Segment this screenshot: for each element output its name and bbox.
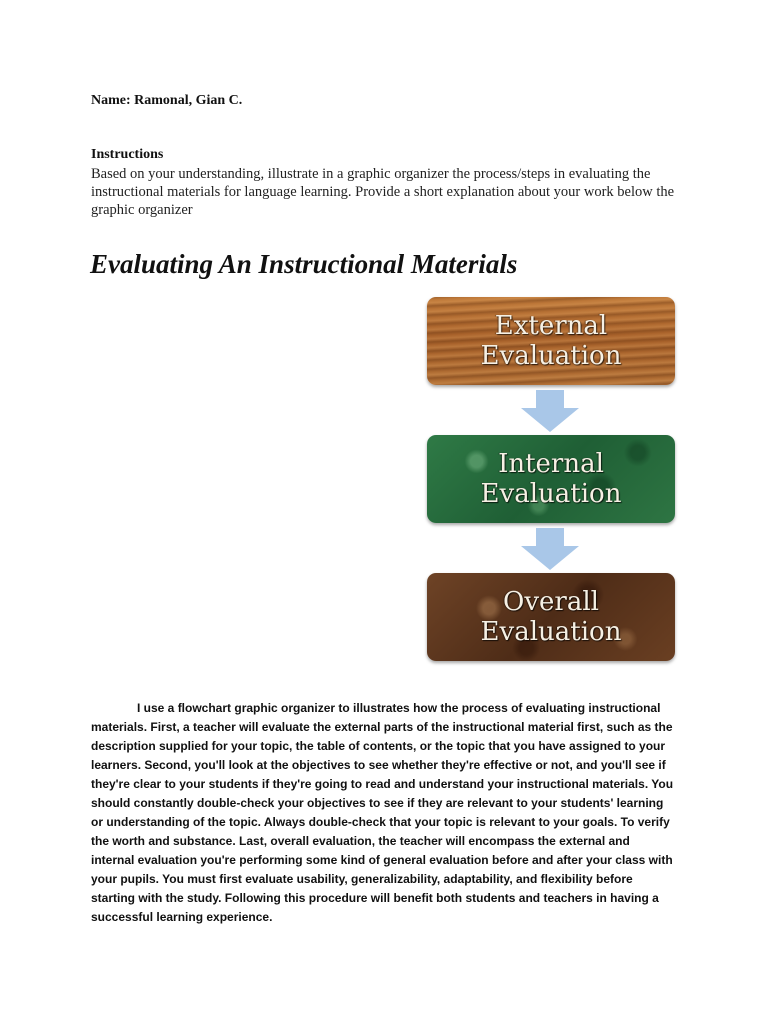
flowchart-step-external-evaluation: [427, 297, 675, 385]
explanation-paragraph: [91, 699, 676, 927]
student-name: Name: Ramonal, Gian C.: [91, 93, 243, 108]
step-label-line2: Evaluation: [480, 479, 622, 509]
down-arrow-icon: [521, 390, 579, 432]
explanation-text: I use a flowchart graphic organizer to illustrates how the process of evaluating instructional materials. First, a teacher will evaluate the external parts of the instructional material first, such as the description supplied for your topic, the table of contents, or the topic that you have assigned to your learners. Second, you'll look at the objectives to see whether they're effective or not, and you'll see if they're clear to your students if they're going to read and understand your instructional materials. You should constantly double-check your objectives to see if they are relevant to your students' learning or understanding of the topic. Always double-check that your topic is relevant to your goals. To verify the worth and substance. Last, overall evaluation, the teacher will encompass the external and internal evaluation you're performing some kind of general evaluation before and after your class with your pupils. You must first evaluate usability, generalizability, adaptability, and flexibility before starting with the study. Following this procedure will benefit both students and teachers in having a successful learning experience.: [91, 701, 674, 924]
flowchart-step-overall-evaluation: [427, 573, 675, 661]
instructions-heading: Instructions: [91, 147, 164, 162]
step-label-line2: Evaluation: [480, 617, 622, 647]
flowchart-step-internal-evaluation: [427, 435, 675, 523]
step-label-line1: Overall: [503, 587, 599, 617]
step-label-line2: Evaluation: [480, 341, 622, 371]
document-title: Evaluating An Instructional Materials: [90, 249, 518, 279]
step-label-line1: Internal: [498, 449, 604, 479]
step-label-line1: External: [494, 311, 608, 341]
down-arrow-icon: [521, 528, 579, 570]
instructions-body: Based on your understanding, illustrate in a graphic organizer the process/steps in evaluating the instructional materials for language learning. Provide a short explanation about your work below the graphic organizer: [91, 166, 675, 218]
